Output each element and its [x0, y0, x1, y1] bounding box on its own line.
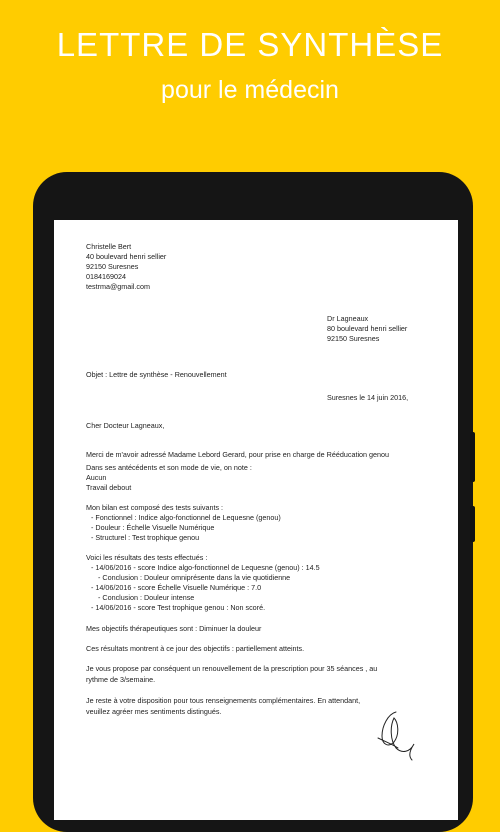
closing-line: Je reste à votre disposition pour tous renseignements complémentaires. En attendant, [86, 696, 361, 705]
recipient-street: 80 boulevard henri sellier [327, 324, 408, 333]
history-intro: Dans ses antécédents et son mode de vie, on note : [86, 463, 252, 472]
promo-headline: LETTRE DE SYNTHÈSE [56, 26, 444, 63]
sender-email: testrma@gmail.com [86, 282, 151, 291]
result-conclusion: - Conclusion : Douleur intense [98, 593, 195, 602]
result-item: - 14/06/2016 - score Échelle Visuelle Numérique : 7.0 [91, 583, 262, 592]
test-item: - Fonctionnel : Indice algo-fonctionnel de Lequesne (genou) [91, 513, 281, 522]
closing-line: veuillez agréer mes sentiments distingués. [86, 707, 222, 716]
result-item: - 14/06/2016 - score Indice algo-fonctionnel de Lequesne (genou) : 14.5 [91, 563, 320, 572]
proposal-line: Je vous propose par conséquent un renouvellement de la prescription pour 35 séances , au [86, 664, 378, 673]
result-conclusion: - Conclusion : Douleur omniprésente dans la vie quotidienne [98, 573, 291, 582]
objectives-result: Ces résultats montrent à ce jour des objectifs : partiellement atteints. [86, 644, 305, 653]
sender-street: 40 boulevard henri sellier [86, 252, 167, 261]
signature-image [366, 698, 424, 768]
power-button [470, 432, 475, 482]
results-intro: Voici les résultats des tests effectués : [86, 553, 208, 562]
proposal-line: rythme de 3/semaine. [86, 675, 156, 684]
recipient-name: Dr Lagneaux [327, 314, 369, 323]
sender-phone: 0184169024 [86, 272, 126, 281]
test-item: - Douleur : Échelle Visuelle Numérique [91, 523, 215, 532]
salutation: Cher Docteur Lagneaux, [86, 421, 165, 430]
recipient-city: 92150 Suresnes [327, 334, 380, 343]
place-date: Suresnes le 14 juin 2016, [327, 393, 409, 402]
letter-subject: Objet : Lettre de synthèse - Renouvellement [86, 370, 227, 379]
objectives-line: Mes objectifs thérapeutiques sont : Diminuer la douleur [86, 624, 262, 633]
promo-subheadline: pour le médecin [161, 76, 339, 104]
result-item: - 14/06/2016 - score Test trophique genou : Non scoré. [91, 603, 266, 612]
letter-document [54, 220, 458, 820]
intro-paragraph: Merci de m'avoir adressé Madame Lebord Gerard, pour prise en charge de Rééducation genou [86, 450, 390, 459]
tests-intro: Mon bilan est composé des tests suivants : [86, 503, 224, 512]
test-item: - Structurel : Test trophique genou [91, 533, 200, 542]
sender-name: Christelle Bert [86, 242, 132, 251]
volume-button [470, 506, 475, 542]
history-item: Aucun [86, 473, 107, 482]
sender-city: 92150 Suresnes [86, 262, 139, 271]
history-item: Travail debout [86, 483, 132, 492]
